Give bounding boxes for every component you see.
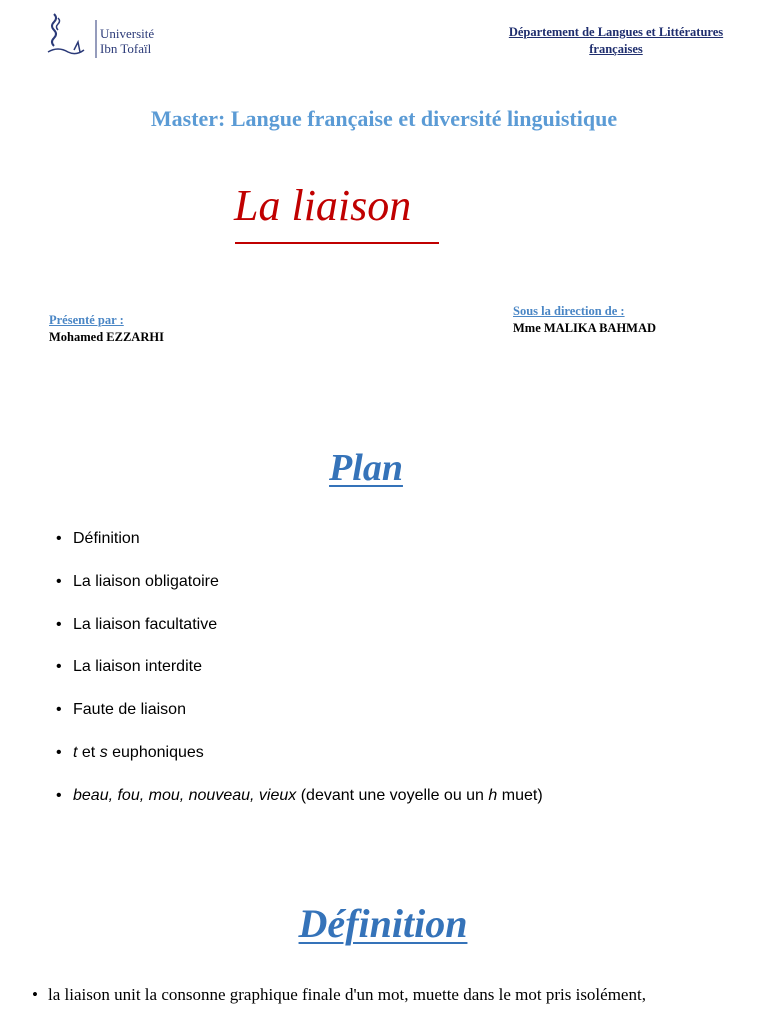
bullet-icon: • [56, 658, 62, 676]
bullet-icon: • [32, 985, 38, 1004]
plan-heading: Plan [329, 447, 403, 489]
title-underline [235, 242, 439, 244]
presenter-name: Mohamed EZZARHI [49, 330, 164, 344]
plan-item: • La liaison interdite [56, 654, 543, 697]
supervisor-label: Sous la direction de : [513, 304, 625, 318]
plan-item: • Faute de liaison [56, 697, 543, 740]
logo-emblem-icon [44, 12, 100, 62]
definition-text: la liaison unit la consonne graphique finale d'un mot, muette dans le mot pris isolément, [48, 985, 646, 1004]
university-logo [44, 12, 174, 62]
bullet-icon: • [56, 701, 62, 719]
bullet-icon: • [56, 786, 62, 804]
supervisor-block [513, 303, 656, 337]
bullet-icon: • [56, 530, 62, 547]
plan-item-euphonic: • t et s euphoniques [56, 740, 543, 783]
bullet-icon: • [56, 615, 62, 633]
university-name: Université Ibn Tofaïl [100, 26, 155, 56]
document-title: La liaison [234, 181, 412, 230]
presenter-block [49, 312, 164, 346]
plan-item-adjectives: • beau, fou, mou, nouveau, vieux (devant une voyelle ou un h muet) [56, 783, 543, 826]
definition-paragraph [32, 984, 732, 1006]
department-name: Département de Langues et Littératures françaises [508, 25, 724, 56]
master-title: Master: Langue française et diversité linguistique [150, 106, 618, 131]
bullet-icon: • [56, 743, 62, 761]
plan-item: • Définition [56, 526, 543, 569]
plan-item: • La liaison facultative [56, 612, 543, 655]
plan-list [56, 526, 543, 826]
bullet-icon: • [56, 572, 62, 590]
definition-heading: Définition [298, 901, 468, 946]
plan-item: • La liaison obligatoire [56, 569, 543, 612]
supervisor-name: Mme MALIKA BAHMAD [513, 321, 657, 335]
presenter-label: Présenté par : [49, 313, 124, 327]
